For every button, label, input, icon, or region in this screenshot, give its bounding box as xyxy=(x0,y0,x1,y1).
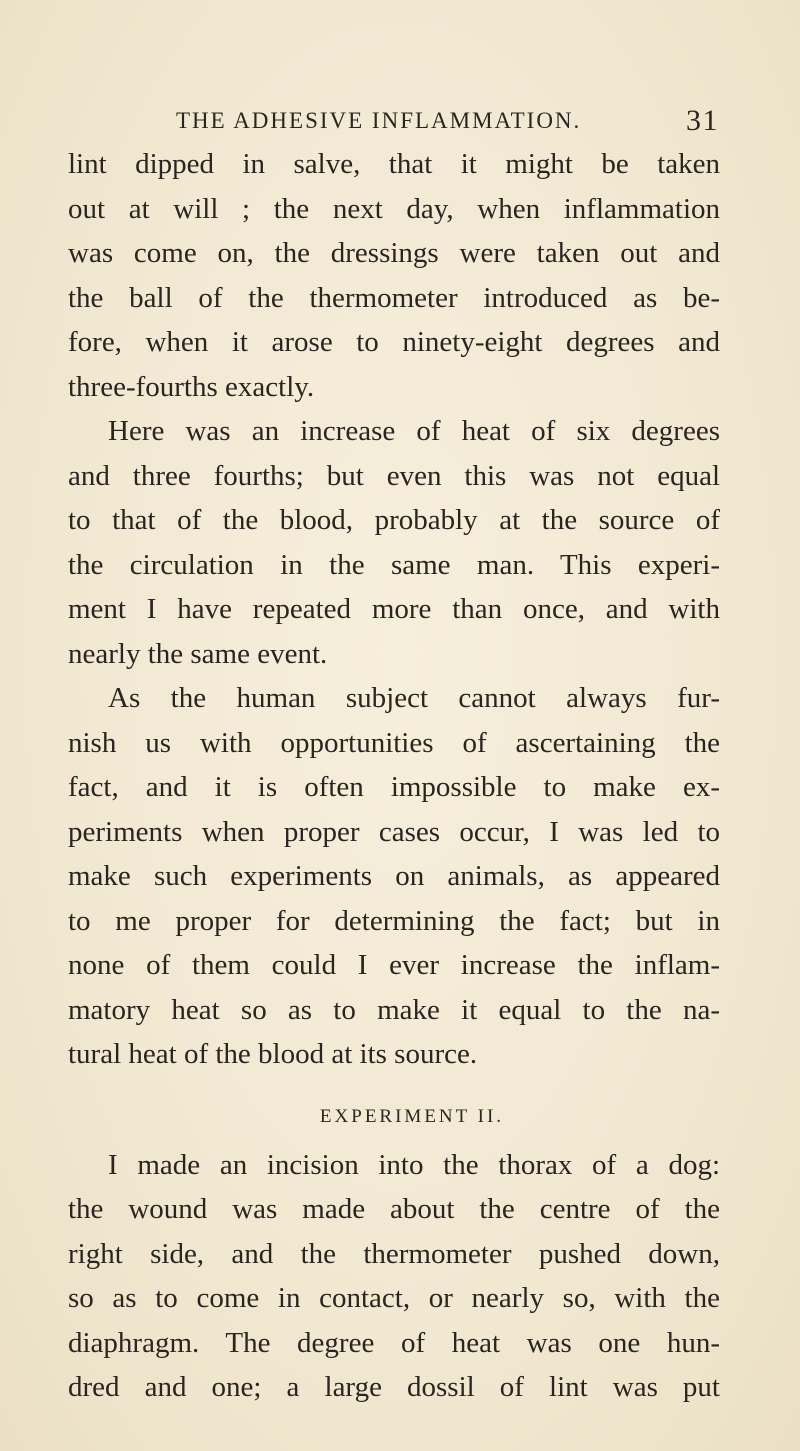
text-line: ment I have repeated more than once, and with xyxy=(68,593,720,625)
paragraph-4 xyxy=(68,1143,720,1410)
text-line: tural heat of the blood at its source. xyxy=(68,1038,478,1070)
text-line: three-fourths exactly. xyxy=(68,370,315,403)
text-line: so as to come in contact, or nearly so, with the xyxy=(68,1282,720,1314)
paragraph-1 xyxy=(68,142,720,409)
text-line: diaphragm. The degree of heat was one hun- xyxy=(68,1326,720,1359)
text-line: fore, when it arose to ninety-eight degrees and xyxy=(68,326,720,358)
text-line: periments when proper cases occur, I was led to xyxy=(68,815,720,848)
text-line: dred and one; a large dossil of lint was put xyxy=(68,1371,720,1403)
text-line: the ball of the thermometer introduced as be- xyxy=(68,281,720,314)
running-title: THE ADHESIVE INFLAMMATION. xyxy=(176,108,582,133)
section-heading: EXPERIMENT II. xyxy=(319,1105,505,1127)
text-line: and three fourths; but even this was not equal xyxy=(68,459,720,492)
text-line: Here was an increase of heat of six degrees xyxy=(108,415,720,447)
text-line: was come on, the dressings were taken out and xyxy=(68,237,720,269)
text-line: none of them could I ever increase the inflam- xyxy=(68,949,720,981)
page-number: 31 xyxy=(686,104,719,137)
body-text xyxy=(68,142,720,1410)
paragraph-3 xyxy=(68,676,720,1077)
text-line: matory heat so as to make it equal to the na- xyxy=(68,993,720,1026)
text-line: the wound was made about the centre of the xyxy=(68,1193,720,1225)
text-line: nearly the same event. xyxy=(68,637,328,670)
text-line: fact, and it is often impossible to make ex- xyxy=(68,771,720,803)
text-line: I made an incision into the thorax of a dog: xyxy=(108,1148,720,1181)
running-head xyxy=(176,104,719,144)
text-line: right side, and the thermometer pushed down, xyxy=(68,1237,720,1270)
text-line: to that of the blood, probably at the source of xyxy=(68,504,720,536)
text-line: out at will ; the next day, when inflammation xyxy=(68,192,720,225)
text-line: nish us with opportunities of ascertaining the xyxy=(68,726,720,759)
text-line: As the human subject cannot always fur- xyxy=(108,682,720,714)
paragraph-2 xyxy=(68,409,720,676)
text-line: the circulation in the same man. This experi- xyxy=(68,548,720,581)
text-line: make such experiments on animals, as appeared xyxy=(68,860,720,892)
text-line: lint dipped in salve, that it might be taken xyxy=(68,148,720,180)
text-line: to me proper for determining the fact; but in xyxy=(68,904,720,937)
